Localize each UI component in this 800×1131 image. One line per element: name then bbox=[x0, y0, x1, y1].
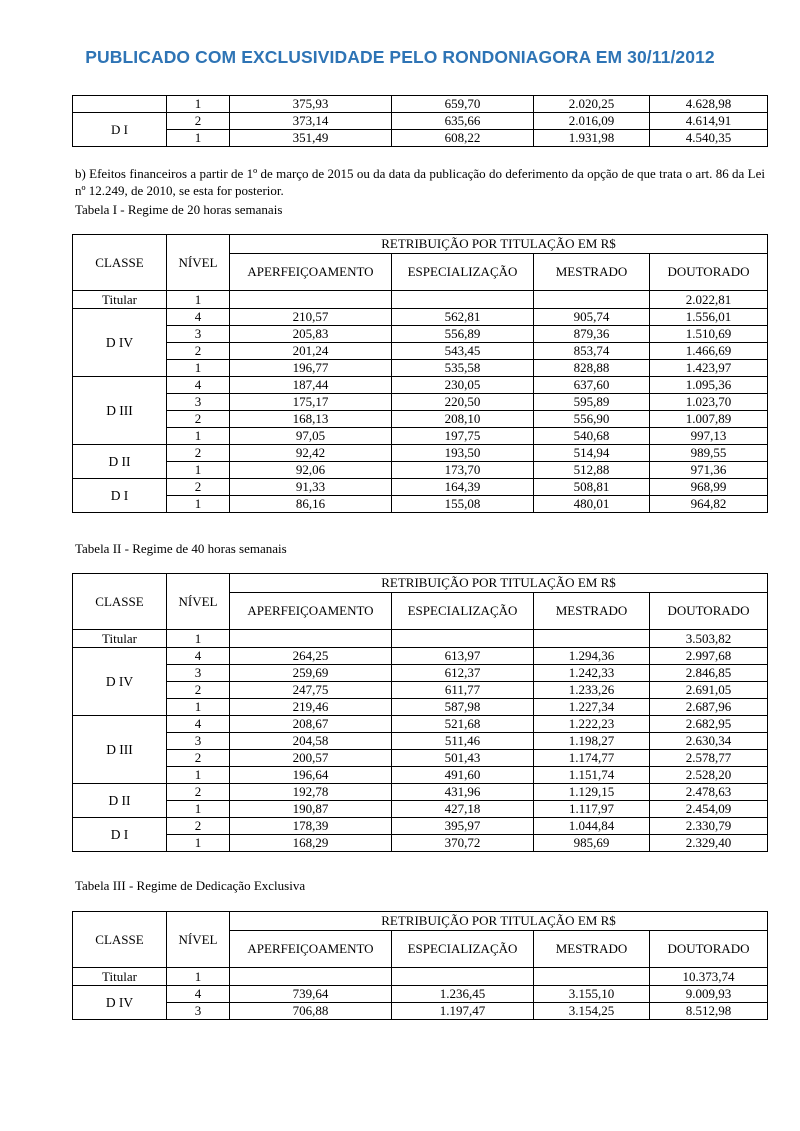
especializacao-cell: 395,97 bbox=[392, 818, 534, 835]
nivel-cell: 1 bbox=[167, 699, 230, 716]
nivel-cell: 4 bbox=[167, 986, 230, 1003]
classe-cell: D I bbox=[73, 818, 167, 852]
doutorado-cell: 2.478,63 bbox=[650, 784, 768, 801]
doutorado-cell: 968,99 bbox=[650, 479, 768, 496]
table-row bbox=[73, 309, 768, 326]
mestrado-cell: 1.198,27 bbox=[534, 733, 650, 750]
mestrado-cell: 1.294,36 bbox=[534, 648, 650, 665]
mestrado-cell: 595,89 bbox=[534, 394, 650, 411]
table-caption: Tabela II - Regime de 40 horas semanais bbox=[75, 541, 287, 556]
doutorado-cell: 1.007,89 bbox=[650, 411, 768, 428]
especializacao-cell bbox=[392, 630, 534, 648]
aperfeicoamento-cell: 247,75 bbox=[230, 682, 392, 699]
doutorado-cell: 1.423,97 bbox=[650, 360, 768, 377]
table-row bbox=[73, 648, 768, 665]
nivel-cell: 1 bbox=[167, 96, 230, 113]
mestrado-cell: 556,90 bbox=[534, 411, 650, 428]
especializacao-cell: 197,75 bbox=[392, 428, 534, 445]
header-retribuicao: RETRIBUIÇÃO POR TITULAÇÃO EM R$ bbox=[230, 912, 768, 931]
mestrado-cell: 1.233,26 bbox=[534, 682, 650, 699]
classe-cell: D IV bbox=[73, 986, 167, 1020]
doutorado-cell: 2.687,96 bbox=[650, 699, 768, 716]
especializacao-cell bbox=[392, 291, 534, 309]
nivel-cell: 1 bbox=[167, 360, 230, 377]
especializacao-cell: 1.197,47 bbox=[392, 1003, 534, 1020]
doutorado-cell: 2.022,81 bbox=[650, 291, 768, 309]
header-dout: DOUTORADO bbox=[650, 593, 768, 630]
mestrado-cell: 1.227,34 bbox=[534, 699, 650, 716]
nivel-cell: 1 bbox=[167, 630, 230, 648]
classe-cell: Titular bbox=[73, 291, 167, 309]
table-row bbox=[73, 394, 768, 411]
especializacao-cell: 370,72 bbox=[392, 835, 534, 852]
table-row bbox=[73, 801, 768, 818]
especializacao-cell: 155,08 bbox=[392, 496, 534, 513]
doutorado-cell: 4.628,98 bbox=[650, 96, 768, 113]
mestrado-cell: 637,60 bbox=[534, 377, 650, 394]
mestrado-cell: 879,36 bbox=[534, 326, 650, 343]
nivel-cell: 3 bbox=[167, 326, 230, 343]
header-espec: ESPECIALIZAÇÃO bbox=[392, 593, 534, 630]
header-classe: CLASSE bbox=[73, 235, 167, 291]
nivel-cell: 2 bbox=[167, 479, 230, 496]
doutorado-cell: 2.691,05 bbox=[650, 682, 768, 699]
mestrado-cell: 1.117,97 bbox=[534, 801, 650, 818]
header-dout: DOUTORADO bbox=[650, 931, 768, 968]
aperfeicoamento-cell: 92,06 bbox=[230, 462, 392, 479]
header-classe: CLASSE bbox=[73, 574, 167, 630]
especializacao-cell: 612,37 bbox=[392, 665, 534, 682]
doutorado-cell: 1.023,70 bbox=[650, 394, 768, 411]
mestrado-cell: 3.154,25 bbox=[534, 1003, 650, 1020]
table-row bbox=[73, 750, 768, 767]
header-espec: ESPECIALIZAÇÃO bbox=[392, 931, 534, 968]
especializacao-cell: 427,18 bbox=[392, 801, 534, 818]
table-row bbox=[73, 428, 768, 445]
nivel-cell: 3 bbox=[167, 394, 230, 411]
doutorado-cell: 1.556,01 bbox=[650, 309, 768, 326]
doutorado-cell: 964,82 bbox=[650, 496, 768, 513]
table-row bbox=[73, 986, 768, 1003]
doutorado-cell: 2.454,09 bbox=[650, 801, 768, 818]
mestrado-cell: 480,01 bbox=[534, 496, 650, 513]
classe-cell: D III bbox=[73, 716, 167, 784]
table-row bbox=[73, 291, 768, 309]
aperfeicoamento-cell: 375,93 bbox=[230, 96, 392, 113]
header-row bbox=[73, 912, 768, 931]
nivel-cell: 4 bbox=[167, 377, 230, 394]
especializacao-cell: 587,98 bbox=[392, 699, 534, 716]
aperfeicoamento-cell: 259,69 bbox=[230, 665, 392, 682]
aperfeicoamento-cell: 205,83 bbox=[230, 326, 392, 343]
header-nivel: NÍVEL bbox=[167, 235, 230, 291]
nivel-cell: 2 bbox=[167, 682, 230, 699]
doutorado-cell: 2.682,95 bbox=[650, 716, 768, 733]
mestrado-cell: 1.222,23 bbox=[534, 716, 650, 733]
nivel-cell: 4 bbox=[167, 309, 230, 326]
aperfeicoamento-cell: 201,24 bbox=[230, 343, 392, 360]
classe-cell: D I bbox=[73, 113, 167, 147]
table-row bbox=[73, 1003, 768, 1020]
nivel-cell: 1 bbox=[167, 968, 230, 986]
especializacao-cell: 511,46 bbox=[392, 733, 534, 750]
mestrado-cell bbox=[534, 968, 650, 986]
mestrado-cell: 1.174,77 bbox=[534, 750, 650, 767]
nivel-cell: 1 bbox=[167, 801, 230, 818]
aperfeicoamento-cell bbox=[230, 291, 392, 309]
mestrado-cell: 1.151,74 bbox=[534, 767, 650, 784]
nivel-cell: 2 bbox=[167, 818, 230, 835]
aperfeicoamento-cell: 187,44 bbox=[230, 377, 392, 394]
especializacao-cell: 431,96 bbox=[392, 784, 534, 801]
table-caption: Tabela I - Regime de 20 horas semanais bbox=[75, 202, 283, 217]
nivel-cell: 3 bbox=[167, 733, 230, 750]
especializacao-cell: 230,05 bbox=[392, 377, 534, 394]
table-row bbox=[73, 360, 768, 377]
mestrado-cell: 1.129,15 bbox=[534, 784, 650, 801]
nivel-cell: 2 bbox=[167, 445, 230, 462]
aperfeicoamento-cell: 706,88 bbox=[230, 1003, 392, 1020]
table-row bbox=[73, 733, 768, 750]
mestrado-cell: 828,88 bbox=[534, 360, 650, 377]
nivel-cell: 1 bbox=[167, 462, 230, 479]
header-aperf: APERFEIÇOAMENTO bbox=[230, 931, 392, 968]
salary-table-40h bbox=[72, 573, 768, 852]
header-mestr: MESTRADO bbox=[534, 254, 650, 291]
header-nivel: NÍVEL bbox=[167, 912, 230, 968]
doutorado-cell: 10.373,74 bbox=[650, 968, 768, 986]
mestrado-cell: 508,81 bbox=[534, 479, 650, 496]
table-row bbox=[73, 835, 768, 852]
especializacao-cell: 220,50 bbox=[392, 394, 534, 411]
nivel-cell: 1 bbox=[167, 130, 230, 147]
salary-table-de bbox=[72, 911, 768, 1020]
classe-cell: D II bbox=[73, 445, 167, 479]
aperfeicoamento-cell: 168,29 bbox=[230, 835, 392, 852]
header-row bbox=[73, 235, 768, 254]
table-row bbox=[73, 113, 768, 130]
especializacao-cell: 659,70 bbox=[392, 96, 534, 113]
doutorado-cell: 8.512,98 bbox=[650, 1003, 768, 1020]
classe-cell bbox=[73, 96, 167, 113]
especializacao-cell: 635,66 bbox=[392, 113, 534, 130]
especializacao-cell: 208,10 bbox=[392, 411, 534, 428]
mestrado-cell: 514,94 bbox=[534, 445, 650, 462]
header-aperf: APERFEIÇOAMENTO bbox=[230, 593, 392, 630]
doutorado-cell: 2.578,77 bbox=[650, 750, 768, 767]
table-row bbox=[73, 699, 768, 716]
header-aperf: APERFEIÇOAMENTO bbox=[230, 254, 392, 291]
especializacao-cell: 491,60 bbox=[392, 767, 534, 784]
aperfeicoamento-cell: 178,39 bbox=[230, 818, 392, 835]
mestrado-cell: 853,74 bbox=[534, 343, 650, 360]
doutorado-cell: 2.330,79 bbox=[650, 818, 768, 835]
nivel-cell: 2 bbox=[167, 411, 230, 428]
table-row bbox=[73, 326, 768, 343]
especializacao-cell: 556,89 bbox=[392, 326, 534, 343]
table-row bbox=[73, 130, 768, 147]
doutorado-cell: 997,13 bbox=[650, 428, 768, 445]
table-row bbox=[73, 479, 768, 496]
mestrado-cell: 3.155,10 bbox=[534, 986, 650, 1003]
aperfeicoamento-cell: 192,78 bbox=[230, 784, 392, 801]
especializacao-cell: 543,45 bbox=[392, 343, 534, 360]
doutorado-cell: 2.846,85 bbox=[650, 665, 768, 682]
especializacao-cell: 613,97 bbox=[392, 648, 534, 665]
aperfeicoamento-cell: 351,49 bbox=[230, 130, 392, 147]
especializacao-cell: 562,81 bbox=[392, 309, 534, 326]
table-row bbox=[73, 411, 768, 428]
table-row bbox=[73, 343, 768, 360]
nivel-cell: 1 bbox=[167, 428, 230, 445]
mestrado-cell: 540,68 bbox=[534, 428, 650, 445]
top-continuation-table bbox=[72, 95, 768, 147]
nivel-cell: 3 bbox=[167, 665, 230, 682]
aperfeicoamento-cell: 219,46 bbox=[230, 699, 392, 716]
nivel-cell: 1 bbox=[167, 291, 230, 309]
nivel-cell: 2 bbox=[167, 343, 230, 360]
aperfeicoamento-cell: 196,64 bbox=[230, 767, 392, 784]
especializacao-cell: 521,68 bbox=[392, 716, 534, 733]
aperfeicoamento-cell: 92,42 bbox=[230, 445, 392, 462]
doutorado-cell: 2.997,68 bbox=[650, 648, 768, 665]
especializacao-cell: 164,39 bbox=[392, 479, 534, 496]
header-retribuicao: RETRIBUIÇÃO POR TITULAÇÃO EM R$ bbox=[230, 574, 768, 593]
aperfeicoamento-cell: 91,33 bbox=[230, 479, 392, 496]
aperfeicoamento-cell: 373,14 bbox=[230, 113, 392, 130]
table-row bbox=[73, 496, 768, 513]
aperfeicoamento-cell: 739,64 bbox=[230, 986, 392, 1003]
mestrado-cell: 512,88 bbox=[534, 462, 650, 479]
header-espec: ESPECIALIZAÇÃO bbox=[392, 254, 534, 291]
header-dout: DOUTORADO bbox=[650, 254, 768, 291]
aperfeicoamento-cell: 264,25 bbox=[230, 648, 392, 665]
doutorado-cell: 971,36 bbox=[650, 462, 768, 479]
doutorado-cell: 4.614,91 bbox=[650, 113, 768, 130]
header-nivel: NÍVEL bbox=[167, 574, 230, 630]
aperfeicoamento-cell: 204,58 bbox=[230, 733, 392, 750]
aperfeicoamento-cell: 190,87 bbox=[230, 801, 392, 818]
doutorado-cell: 1.510,69 bbox=[650, 326, 768, 343]
doutorado-cell: 3.503,82 bbox=[650, 630, 768, 648]
mestrado-cell: 1.044,84 bbox=[534, 818, 650, 835]
especializacao-cell bbox=[392, 968, 534, 986]
classe-cell: Titular bbox=[73, 968, 167, 986]
table-caption: Tabela III - Regime de Dedicação Exclusiva bbox=[75, 878, 306, 893]
header-classe: CLASSE bbox=[73, 912, 167, 968]
nivel-cell: 1 bbox=[167, 496, 230, 513]
doutorado-cell: 2.329,40 bbox=[650, 835, 768, 852]
doutorado-cell: 2.528,20 bbox=[650, 767, 768, 784]
table-row bbox=[73, 767, 768, 784]
especializacao-cell: 535,58 bbox=[392, 360, 534, 377]
nivel-cell: 4 bbox=[167, 648, 230, 665]
table-row bbox=[73, 818, 768, 835]
aperfeicoamento-cell: 97,05 bbox=[230, 428, 392, 445]
mestrado-cell: 1.242,33 bbox=[534, 665, 650, 682]
table-row bbox=[73, 445, 768, 462]
doutorado-cell: 2.630,34 bbox=[650, 733, 768, 750]
nivel-cell: 2 bbox=[167, 784, 230, 801]
table-row bbox=[73, 377, 768, 394]
especializacao-cell: 173,70 bbox=[392, 462, 534, 479]
table-row bbox=[73, 682, 768, 699]
aperfeicoamento-cell bbox=[230, 630, 392, 648]
especializacao-cell: 608,22 bbox=[392, 130, 534, 147]
especializacao-cell: 1.236,45 bbox=[392, 986, 534, 1003]
classe-cell: D IV bbox=[73, 648, 167, 716]
aperfeicoamento-cell: 208,67 bbox=[230, 716, 392, 733]
nivel-cell: 1 bbox=[167, 835, 230, 852]
page-banner: PUBLICADO COM EXCLUSIVIDADE PELO RONDONIAGORA EM 30/11/2012 bbox=[85, 47, 715, 67]
table-row bbox=[73, 784, 768, 801]
especializacao-cell: 501,43 bbox=[392, 750, 534, 767]
nivel-cell: 4 bbox=[167, 716, 230, 733]
doutorado-cell: 9.009,93 bbox=[650, 986, 768, 1003]
classe-cell: D II bbox=[73, 784, 167, 818]
aperfeicoamento-cell: 196,77 bbox=[230, 360, 392, 377]
aperfeicoamento-cell: 200,57 bbox=[230, 750, 392, 767]
salary-table-20h bbox=[72, 234, 768, 513]
table-row bbox=[73, 968, 768, 986]
classe-cell: Titular bbox=[73, 630, 167, 648]
mestrado-cell: 905,74 bbox=[534, 309, 650, 326]
table-row bbox=[73, 462, 768, 479]
nivel-cell: 1 bbox=[167, 767, 230, 784]
doutorado-cell: 4.540,35 bbox=[650, 130, 768, 147]
table-row bbox=[73, 665, 768, 682]
aperfeicoamento-cell: 86,16 bbox=[230, 496, 392, 513]
nivel-cell: 3 bbox=[167, 1003, 230, 1020]
mestrado-cell: 1.931,98 bbox=[534, 130, 650, 147]
classe-cell: D I bbox=[73, 479, 167, 513]
header-mestr: MESTRADO bbox=[534, 931, 650, 968]
mestrado-cell: 985,69 bbox=[534, 835, 650, 852]
classe-cell: D IV bbox=[73, 309, 167, 377]
classe-cell: D III bbox=[73, 377, 167, 445]
header-row bbox=[73, 574, 768, 593]
aperfeicoamento-cell bbox=[230, 968, 392, 986]
mestrado-cell bbox=[534, 630, 650, 648]
nivel-cell: 2 bbox=[167, 750, 230, 767]
aperfeicoamento-cell: 210,57 bbox=[230, 309, 392, 326]
aperfeicoamento-cell: 175,17 bbox=[230, 394, 392, 411]
aperfeicoamento-cell: 168,13 bbox=[230, 411, 392, 428]
doutorado-cell: 1.466,69 bbox=[650, 343, 768, 360]
table-row bbox=[73, 96, 768, 113]
header-mestr: MESTRADO bbox=[534, 593, 650, 630]
table-row bbox=[73, 716, 768, 733]
especializacao-cell: 611,77 bbox=[392, 682, 534, 699]
mestrado-cell: 2.016,09 bbox=[534, 113, 650, 130]
nivel-cell: 2 bbox=[167, 113, 230, 130]
especializacao-cell: 193,50 bbox=[392, 445, 534, 462]
effects-paragraph: b) Efeitos financeiros a partir de 1º de março de 2015 ou da data da publicação do deferimento da opção de que trata o art. 86 da Lei nº 12.249, de 2010, se esta for posterior. bbox=[75, 166, 765, 198]
doutorado-cell: 989,55 bbox=[650, 445, 768, 462]
doutorado-cell: 1.095,36 bbox=[650, 377, 768, 394]
mestrado-cell: 2.020,25 bbox=[534, 96, 650, 113]
table-row bbox=[73, 630, 768, 648]
mestrado-cell bbox=[534, 291, 650, 309]
header-retribuicao: RETRIBUIÇÃO POR TITULAÇÃO EM R$ bbox=[230, 235, 768, 254]
